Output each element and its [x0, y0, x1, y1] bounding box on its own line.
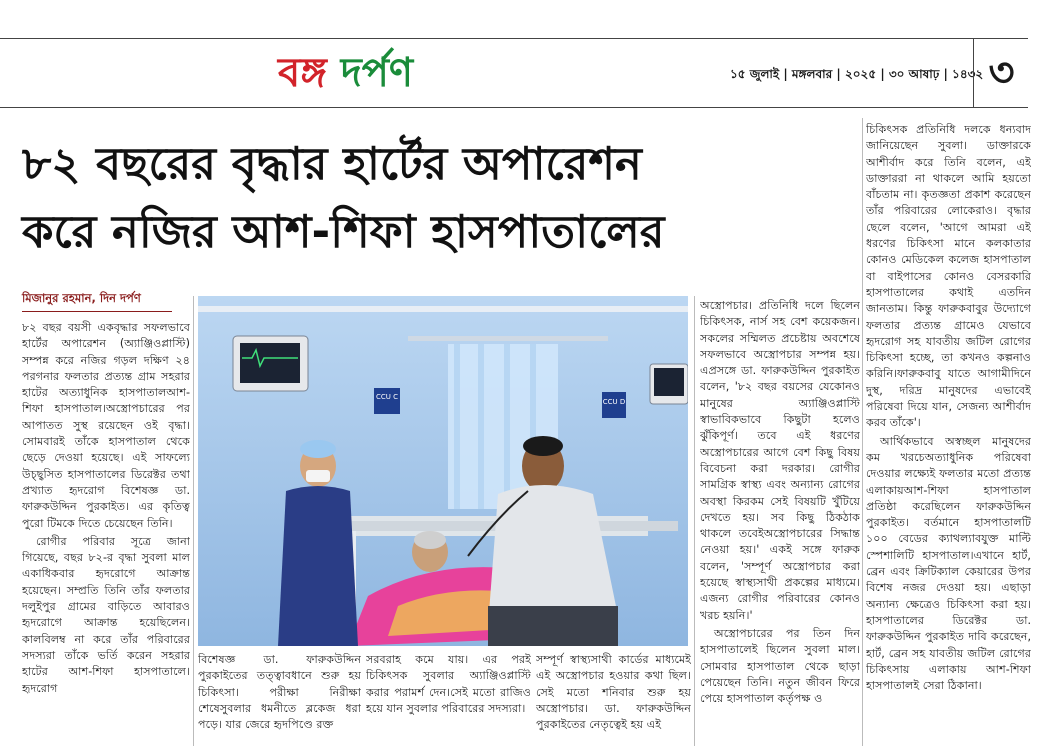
- headline-line-1: ৮২ বছরের বৃদ্ধার হার্টের অপারেশন: [22, 137, 642, 190]
- column-rule: [694, 296, 695, 746]
- paragraph: অস্ত্রোপচার। প্রতিনিধি দলে ছিলেন চিকিৎসক, নার্স সহ বেশ কয়েকজন। সকলের সম্মিলত প্রচেষ্টায় অবশেষে সফলভাবে অস্ত্রোপচার সম্পন্ন হয়। এপ্রসঙ্গে ডা. ফারুকউদ্দিন পুরকাইত বলেন, '৮২ বছর বয়সের যেকোনও মানুষের অ্যাঞ্জিওপ্লাস্টি স্বাভাবিকভাবে কিছুটা হলেও ঝুঁকিপূর্ণ। তবে এই ধরণের অস্ত্রোপচারের আগে বেশ কিছু বিষয় বিবেচনা করা দরকার। রোগীর সামগ্রিক স্বাস্থ্য এবং অন্যান্য রোগের অবস্থা কিরকম সেই বিষয়টি খুঁটিয়ে দেখতে হয়। সব কিছু ঠিকঠাক থাকলে তবেইঅস্ত্রোপচারের সিদ্ধান্ত নেওয়া হয়।' একই সঙ্গে ফারুক বলেন, 'সম্পূর্ণ অস্ত্রোপচার করা হয়েছে স্বাস্থ্যসাথী প্রকল্পের মাধ্যমে। এজন্য রোগীর পরিবারের কোনও খরচ হয়নি।': [700, 299, 860, 622]
- article-column-4: [536, 652, 691, 744]
- byline: মিজানুর রহমান, দিন দর্পণ: [22, 290, 172, 312]
- article-column-1: [22, 320, 190, 740]
- hospital-scene-illustration: [198, 296, 688, 646]
- sign-ccu-d: CCU D: [602, 398, 626, 406]
- article-column-2: [198, 652, 361, 744]
- paragraph: সরবরাহ কমে যায়। এর পরই চিকিৎসক সুবলার অ্যাঞ্জিওপ্লাস্টি করার পরামর্শ দেন।সেই মতো রাজিও হয়ে যান সুবলার পরিবারের সদস্যরা।: [366, 653, 531, 715]
- paragraph: রোগীর পরিবার সূত্রে জানা গিয়েছে, বছর ৮২-র বৃদ্ধা সুবলা মাল একাধিকবার হৃদরোগে আক্রান্ত হয়েছেন। সম্প্রতি তিনি তাঁর ফলতার দলুইপুর গ্রামের বাড়িতে আবারও হৃদরোগে আক্রান্ত হয়েছিলেন। কালবিলম্ব না করে তাঁর পরিবারের সদস্যরা তাঁকে ভর্তি করেন সহরার হাটের আশ-শিফা হাসপাতালে। হৃদরোগ: [22, 534, 190, 695]
- article-column-5: [700, 298, 860, 744]
- paragraph: অস্ত্রোপচারের পর তিন দিন হাসপাতালেই ছিলেন সুবলা মাল। সোমবার হাসপাতাল থেকে ছাড়া পেয়েছেন তিনি। নতুন জীবন ফিরে পেয়ে হাসপাতাল কর্তৃপক্ষ ও: [700, 626, 860, 706]
- masthead-logo: [278, 48, 413, 98]
- paragraph: সম্পূর্ণ স্বাস্থ্যসাথী কার্ডের মাধ্যমেই এই অস্ত্রোপচার হওয়ার কথা ছিল। সেই মতো শনিবার শুরু হয় অস্ত্রোপচার। ডা. ফারুকউদ্দিন পুরকাইতের নেতৃত্বেই হয় এই: [536, 653, 691, 732]
- page-number: ৩: [973, 38, 1029, 108]
- masthead-word-2: দর্পণ: [340, 49, 414, 96]
- column-rule: [193, 296, 194, 746]
- article-photo: [198, 296, 688, 646]
- article-column-6: [866, 122, 1031, 746]
- dateline: ১৫ জুলাই | মঙ্গলবার | ২০২৫ | ৩০ আষাঢ় | ১৪৩২: [730, 67, 984, 81]
- paragraph: বিশেষজ্ঞ ডা. ফারুকউদ্দিন পুরকাইতের তত্ত্বাবধানে শুরু হয় চিকিৎসা। পরীক্ষা নিরীক্ষা শেষেসুবলার ধমনীতে ব্লকেজ ধরা পড়ে। যার জেরে হৃদপিণ্ডে রক্ত: [198, 653, 361, 732]
- masthead-word-1: বঙ্গ: [278, 49, 327, 96]
- sign-ccu-c: CCU C: [375, 393, 399, 401]
- paragraph: চিকিৎসক প্রতিনিধি দলকে ধন্যবাদ জানিয়েছেন সুবলা। ডাক্তারকে আশীর্বাদ করে তিনি বলেন, এই ডাক্তাররা না থাকলে আমি হয়তো বাঁচতাম না। কৃতজ্ঞতা প্রকাশ করেছেন তাঁর পরিবারের লোকেরাও। বৃদ্ধার ছেলে বলেন, 'আগে আমরা এই ধরণের চিকিৎসা মানে কলকাতার কোনও মেডিকেল কলেজ হাসপাতাল বা বাইপাসের কোনও বেসরকারি হাসপাতালের কথাই এতদিন জানতাম। কিন্তু ফারুকবাবুর উদ্যোগে ফলতার প্রত্যন্ত গ্রামেও যেভাবে হৃদরোগ সহ যাবতীয় জটিল রোগের চিকিৎসা হচ্ছে, তা কখনও কল্পনাও করিনি।ফারুকবাবু যাতে আগামীদিনে দুস্থ, দরিদ্র মানুষদের এভাবেই পরিষেবা দিয়ে যান, সেজন্য আশীর্বাদ করব তাঁকে'।: [866, 123, 1031, 430]
- article-column-3: [366, 652, 531, 744]
- paragraph: ৮২ বছর বয়সী একবৃদ্ধার সফলভাবে হার্টের অপারেশন (অ্যাঞ্জিওপ্লাস্টি) সম্পন্ন করে নজির গড়ল দক্ষিণ ২৪ পরগনার ফলতার প্রত্যন্ত গ্রাম সহরার হাটের অত্যাধুনিক হাসপাতালআশ-শিফা হাসপাতাল।অস্ত্রোপচারের পর আপাতত সুস্থ রয়েছেন ওই বৃদ্ধা। সোমবারই তাঁকে হাসপাতাল থেকে ছেড়ে দেওয়া হয়েছে। এই সাফল্যে উচ্ছ্বসিত হাসপাতালের ডিরেক্টর তথা প্রখ্যাত হৃদরোগ বিশেষজ্ঞ ডা. ফারুকউদ্দিন পুরকাইত। এর কৃতিত্ব পুরো টিমকে দিতে চেয়েছেন তিনি।: [22, 321, 190, 530]
- headline-line-2: করে নজির আশ-শিফা হাসপাতালের: [22, 205, 665, 258]
- paragraph: আর্থিকভাবে অস্বচ্ছল মানুষদের কম খরচেঅত্যাধুনিক পরিষেবা দেওয়ার লক্ষ্যেই ফলতার মতো প্রত্যন্ত এলাকায়আশ-শিফা হাসপাতাল প্রতিষ্ঠা করেছিলেন ফারুকউদ্দিন পুরকাইত। বর্তমানে হাসপাতালটি ১০০ বেডের ক্যাথল্যাবযুক্ত মাল্টি স্পেশালিটি হাসপাতাল।এখানে হার্ট, ব্রেন এবং ক্রিটিক্যাল কেয়ারের উপর বিশেষ নজর দেওয়া হয়। এছাড়া অন্যান্য ক্ষেত্রেও চিকিৎসা করা হয়। হাসপাতালের ডিরেক্টর ডা. ফারুকউদ্দিন পুরকাইত দাবি করেছেন, হার্ট, ব্রেন সহ যাবতীয় জটিল রোগের চিকিৎসায় এলাকায় আশ-শিফা হাসপাতালই সেরা ঠিকানা।: [866, 434, 1031, 693]
- newspaper-header: [0, 38, 1059, 108]
- column-rule: [862, 118, 863, 746]
- headline: [22, 132, 862, 268]
